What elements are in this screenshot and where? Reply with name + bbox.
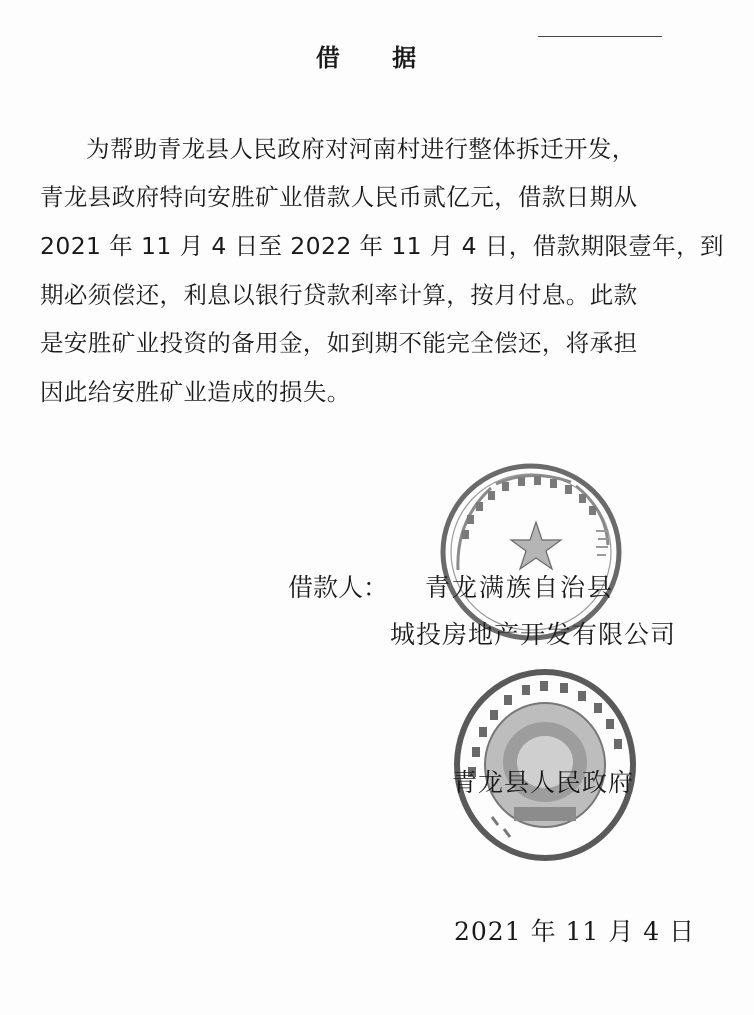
borrower-name-line2: 城投房地产开发有限公司 <box>390 620 677 649</box>
borrower-label: 借款人： <box>288 573 389 602</box>
borrower-name-line1: 青龙满族自治县 <box>425 573 615 602</box>
document-title: 借 据 <box>315 44 439 72</box>
body-line-4: 期必须偿还，利息以银行贷款利率计算，按月付息。此款 <box>40 281 638 309</box>
lender-name: 青龙县人民政府 <box>452 768 635 797</box>
body-line-1: 为帮助青龙县人民政府对河南村进行整体拆迁开发， <box>86 135 636 163</box>
document-date: 2021 年 11 月 4 日 <box>454 917 696 946</box>
top-rule <box>538 36 662 37</box>
body-line-5: 是安胜矿业投资的备用金，如到期不能完全偿还，将承担 <box>40 329 638 357</box>
body-line-3: 2021 年 11 月 4 日至 2022 年 11 月 4 日，借款期限壹年，到 <box>40 232 724 260</box>
body-line-6: 因此给安胜矿业造成的损失。 <box>40 378 351 406</box>
body-line-2: 青龙县政府特向安胜矿业借款人民币贰亿元，借款日期从 <box>40 183 638 211</box>
